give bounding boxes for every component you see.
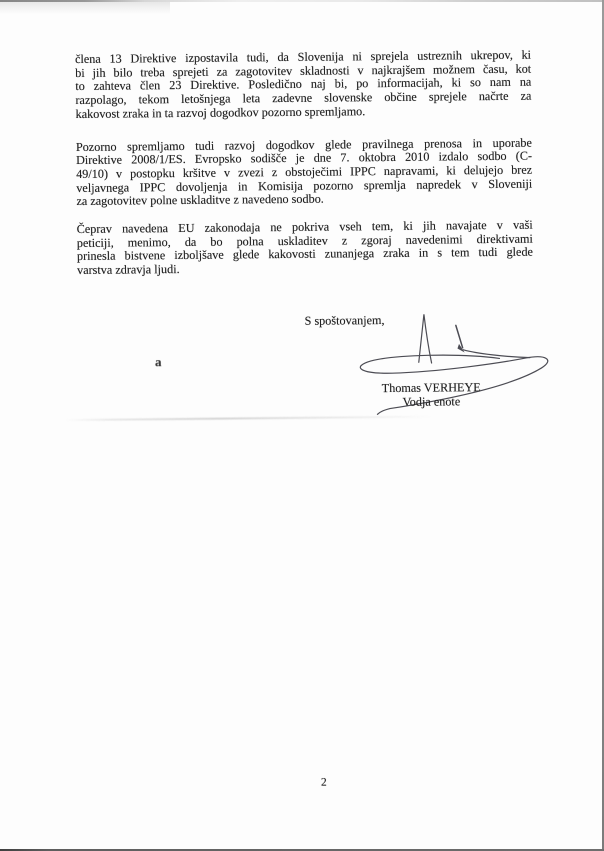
text-line: razpolago, tekom letošnjega leta zadevne slovenske občine sprejele načrte za [75,88,532,108]
letter-body [74,47,533,789]
text-line: peticiji, menimo, da bo polna uskladitev z zgoraj navedenimi direktivami [76,231,533,250]
signature-block [377,381,485,410]
signer-name: Thomas VERHEYE [381,380,481,396]
text-line: bi jih bilo treba sprejeti za zagotovitev skladnosti v najkrajšem možnem času, kot [75,61,532,80]
stray-ink-mark: a [154,354,162,370]
text-line: to zahteva člen 23 Direktive. Posledično naj bi, po informacijah, ki so nam na [75,75,532,94]
closing-salutation: S spoštovanjem, [304,313,385,328]
text-line: Pozorno spremljamo tudi razvoj dogodkov glede pravilnega prenosa in uporabe [75,135,532,154]
paragraph [76,136,533,209]
signature-stroke [463,349,530,358]
frame-edge-top [0,0,604,2]
scan-shadow-top-left [0,0,170,14]
paragraph [75,49,532,122]
text-line: prinesla bistvene izboljšave glede kakovosti zunanjega zraka in s tem tudi glede [76,245,533,264]
text-line: za zagotovitev polne uskladitve z navedeno sodbo. [76,191,324,209]
page-number: 2 [320,776,327,789]
text-line: varstva zdravja ljudi. [77,262,180,278]
signer-title: Vodja enote [402,394,461,410]
text-line: 49/10) v postopku kršitve v zvezi z obstoječimi IPPC napravami, ki delujejo brez [76,162,533,181]
text-line: Čeprav navedena EU zakonodaja ne pokriva vseh tem, ki jih navajate v vaši [76,217,533,237]
text-line: kakovost zraka in ta razvoj dogodkov pozorno spremljamo. [75,104,366,121]
paragraph [77,219,534,278]
text-line: veljavnega IPPC dovoljenja in Komisija pozorno spremlja napredek v Sloveniji [76,176,533,195]
text-line: Direktive 2008/1/ES. Evropsko sodišče je dne 7. oktobra 2010 izdalo sodbo (C- [75,148,533,168]
text-line: člena 13 Direktive izpostavila tudi, da Slovenija ni sprejela ustreznih ukrepov, ki [74,47,532,66]
